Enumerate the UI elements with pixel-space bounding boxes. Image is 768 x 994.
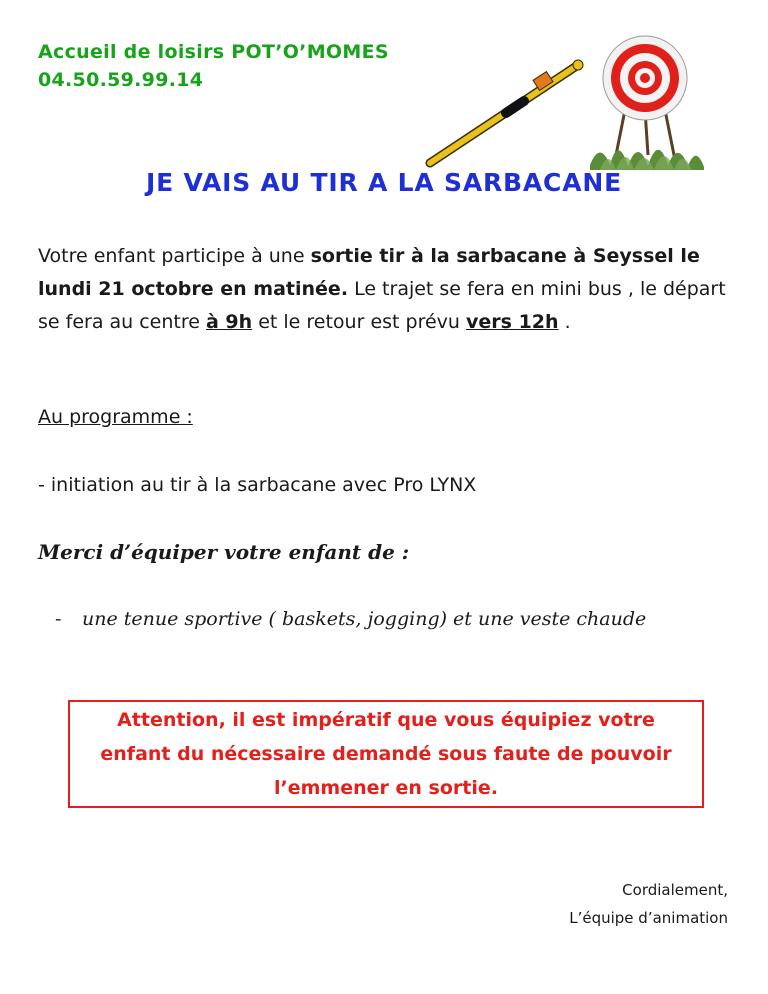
intro-text: Le trajet se fera en mini bus , le départ se fera au centre (38, 278, 726, 333)
intro-text: Votre enfant participe à une (38, 245, 311, 267)
departure-time: à 9h (205, 311, 253, 333)
blowgun-target-illustration (420, 30, 720, 180)
return-time: vers 12h (466, 311, 559, 333)
closing: Cordialement, (622, 881, 728, 899)
page-title: JE VAIS AU TIR A LA SARBACANE (146, 168, 622, 197)
archery-target-icon (590, 36, 704, 170)
list-dash: - (55, 608, 62, 630)
outing-details: sortie tir à la sarbacane à Seyssel le lundi 21 octobre en matinée. (38, 245, 700, 300)
signature: L’équipe d’animation (569, 909, 728, 927)
organization-header (38, 38, 389, 94)
equipment-item-text: une tenue sportive ( baskets, jogging) et une veste chaude (82, 608, 647, 630)
equipment-list-item (55, 604, 705, 635)
blowgun-icon (430, 60, 583, 163)
programme-heading: Au programme : (38, 406, 193, 428)
warning-box (68, 700, 704, 808)
phone-number: 04.50.59.99.14 (38, 69, 204, 91)
intro-text: . (558, 311, 571, 333)
intro-text: et le retour est prévu (252, 311, 466, 333)
organization-name: Accueil de loisirs POT’O’MOMES (38, 41, 389, 63)
intro-paragraph (38, 240, 728, 339)
equipment-heading: Merci d’équiper votre enfant de : (38, 540, 410, 564)
programme-item: - initiation au tir à la sarbacane avec Pro LYNX (38, 474, 477, 496)
warning-text: Attention, il est impératif que vous équipiez votre enfant du nécessaire demandé sous faute de pouvoir l’emmener en sortie. (100, 709, 672, 799)
signoff (569, 876, 728, 932)
